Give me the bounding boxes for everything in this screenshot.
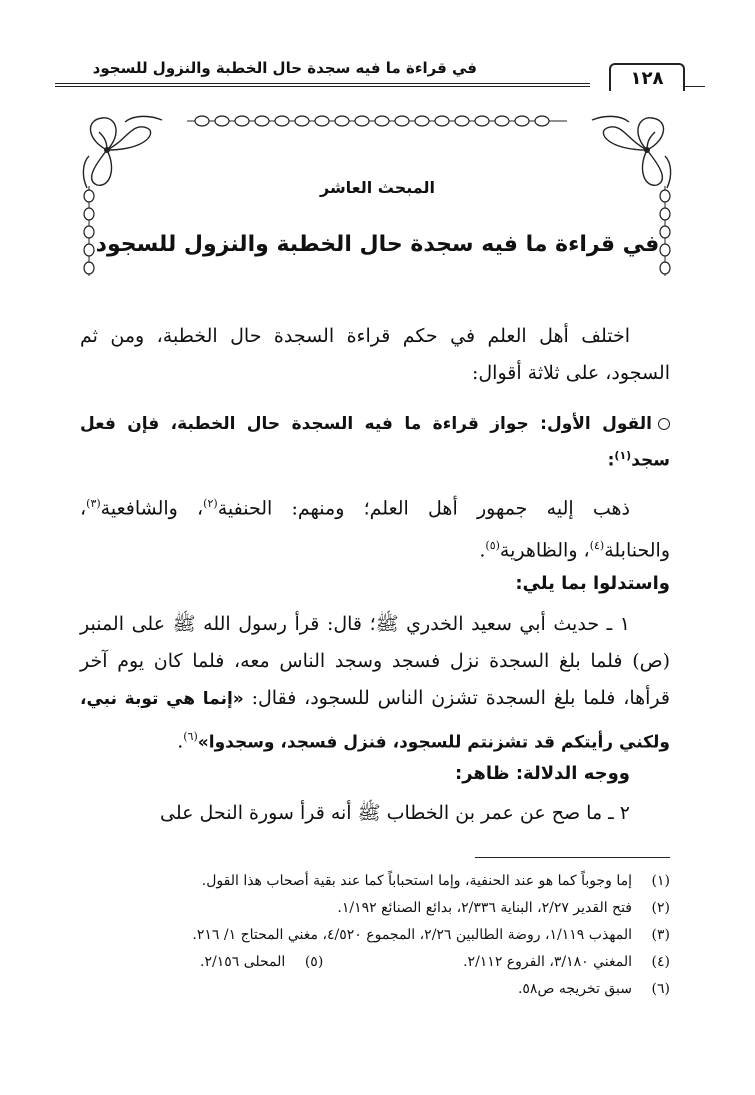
- header-rule: [55, 83, 590, 84]
- header-rule-tail: [683, 86, 705, 87]
- hadith-quote: «إنما هي توبة نبي، ولكني رأيتكم قد تشزنتم للسجود، فنزل فسجد، وسجدوا»: [80, 689, 670, 753]
- footnote-number: (١): [651, 873, 670, 889]
- hadith-intro: ١ ـ حديث أبي سعيد الخدري ﷺ؛ قال: قرأ رسول الله ﷺ على المنبر (ص) فلما بلغ السجدة نزل فسجد وسجد الناس معه، فلما كان يوم آخر قرأها، فلما بلغ السجدة تشزن الناس للسجود، فقال:: [80, 613, 670, 709]
- top-chain-ornament: [187, 114, 567, 128]
- bullet-circle-icon: [658, 418, 670, 430]
- footnote-5: [200, 949, 323, 976]
- opinion-1-heading: [80, 408, 670, 477]
- holders-text-c: ، والحنابلة: [80, 497, 670, 562]
- evidence-heading: واستدلوا بما يلي:: [515, 573, 670, 594]
- header-rule-double: [55, 86, 590, 87]
- opinion-1-colon: :: [607, 450, 615, 471]
- footnote-number: (٥): [304, 954, 324, 970]
- inference-heading: ووجه الدلالة: ظاهر:: [455, 763, 630, 784]
- holders-text-a: ذهب إليه جمهور أهل العلم؛ ومنهم: الحنفية: [217, 497, 630, 520]
- footnote-ref-3: (٣): [86, 497, 101, 510]
- footnote-ref-2: (٢): [203, 497, 218, 510]
- section-label: المبحث العاشر: [319, 178, 435, 197]
- footnote-text: سبق تخريجه ص٥٨.: [517, 981, 632, 997]
- footnote-text: المحلى ٢/١٥٦.: [200, 954, 286, 970]
- footnote-ref-1: (١): [614, 449, 632, 462]
- holders-text-b: ، والشافعية: [100, 497, 204, 520]
- side-chain-right: [658, 186, 672, 276]
- footnote-number: (٣): [651, 927, 670, 943]
- page-number: ١٢٨: [609, 63, 685, 91]
- intro-paragraph: اختلف أهل العلم في حكم قراءة السجدة حال الخطبة، ومن ثم السجود، على ثلاثة أقوال:: [80, 325, 670, 384]
- footnote-text: المهذب ١/١١٩، روضة الطالبين ٢/٢٦، المجموع ٤/٥٢٠، مغني المحتاج ١/ ٢١٦.: [192, 927, 632, 943]
- footnote-text: إما وجوباً كما هو عند الحنفية، وإما استحباباً كما عند بقية أصحاب هذا القول.: [201, 873, 632, 889]
- holders-text-e: .: [479, 539, 486, 562]
- opinion-1-text: القول الأول: جواز قراءة ما فيه السجدة حال الخطبة، فإن فعل سجد: [80, 414, 670, 471]
- footnote-4: [463, 949, 670, 976]
- footnote-3: [80, 922, 670, 949]
- footnote-1: [80, 868, 670, 895]
- running-head: [55, 55, 705, 95]
- footnote-number: (٦): [651, 981, 670, 997]
- footnote-number: (٤): [651, 954, 670, 970]
- footnote-separator: [475, 857, 670, 858]
- hadith-end: .: [177, 730, 184, 753]
- holders-paragraph: [80, 485, 670, 570]
- side-chain-left: [82, 186, 96, 276]
- point-2-paragraph: ٢ ـ ما صح عن عمر بن الخطاب ﷺ أنه قرأ سورة النحل على: [160, 802, 630, 824]
- chapter-title: في قراءة ما فيه سجدة حال الخطبة والنزول للسجود: [95, 232, 660, 257]
- footnote-ref-6: (٦): [183, 730, 198, 743]
- footnotes-4-5: [80, 949, 670, 976]
- footnote-ref-4: (٤): [589, 539, 605, 553]
- holders-text-d: ، والظاهرية: [499, 539, 590, 562]
- footnote-ref-5: (٥): [485, 539, 500, 553]
- hadith-paragraph: [80, 606, 670, 761]
- footnote-number: (٢): [651, 900, 670, 916]
- footnote-text: المغني ٣/١٨٠، الفروع ٢/١١٢.: [463, 954, 632, 970]
- footnote-2: [80, 895, 670, 922]
- footnotes: [80, 868, 670, 1003]
- running-head-title: في قراءة ما فيه سجدة حال الخطبة والنزول للسجود: [92, 59, 477, 77]
- footnote-6: [80, 976, 670, 1003]
- footnote-text: فتح القدير ٢/٢٧، البناية ٢/٣٣٦، بدائع الصنائع ١/١٩٢.: [337, 900, 632, 916]
